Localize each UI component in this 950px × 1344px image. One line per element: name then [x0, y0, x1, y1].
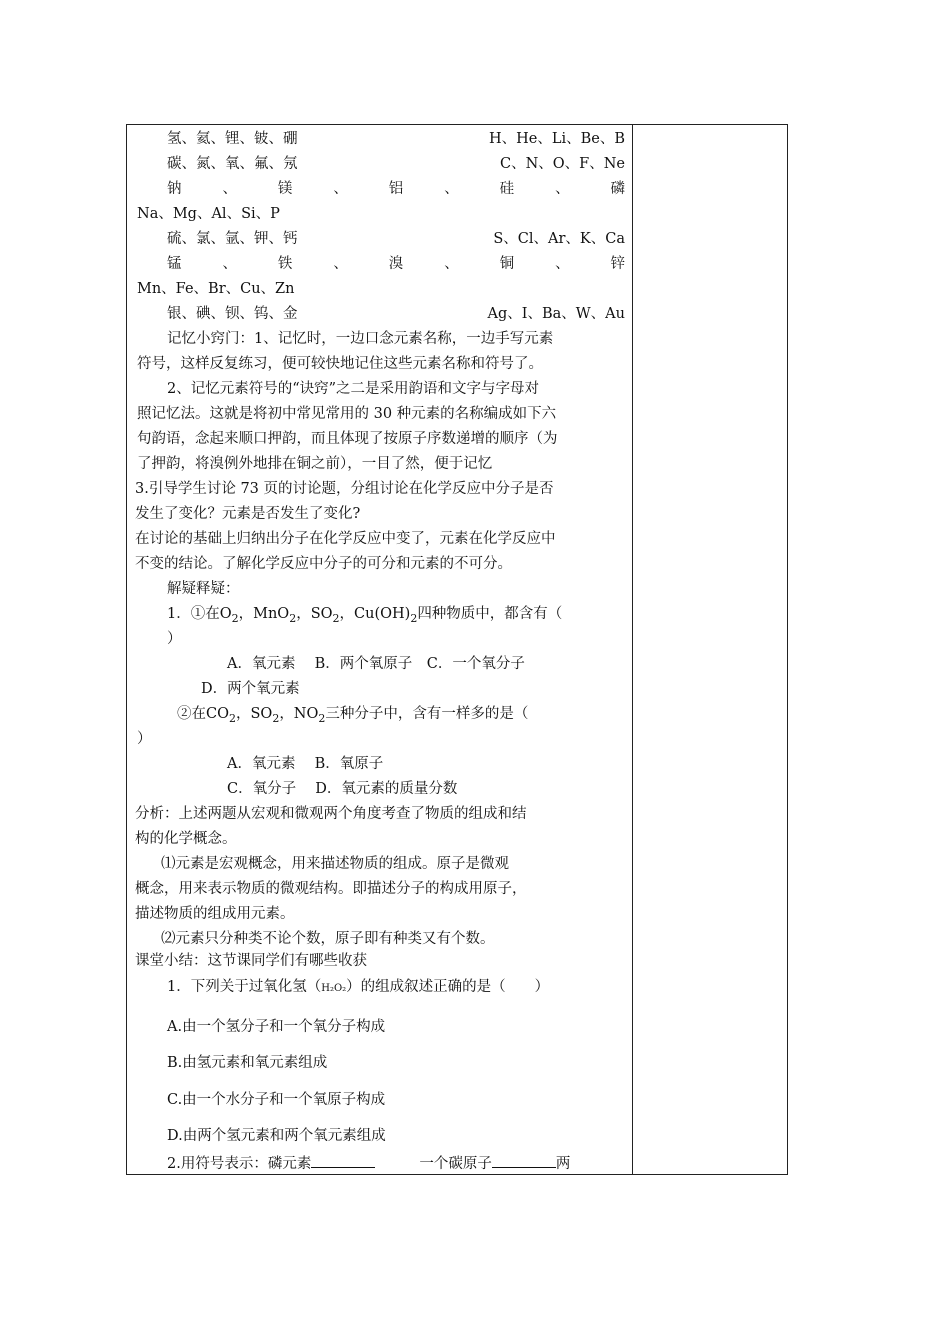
discussion-4: 不变的结论。了解化学反应中分子的可分和元素的不可分。	[135, 556, 512, 572]
tip-1a: 记忆小窍门：1、记忆时，一边口念元素名称，一边手写元素	[167, 331, 554, 347]
analysis-5: 描述物质的组成用元素。	[135, 906, 295, 922]
summary-heading: 课堂小结：这节课同学们有哪些收获	[135, 953, 367, 969]
question-2-options-ab: A．氧元素 B．氧原子	[227, 756, 384, 772]
column-divider	[632, 125, 633, 1174]
element-row-2: 碳、氮、氧、氟、氖 C、N、O、F、Ne	[167, 156, 625, 172]
answer-blank[interactable]	[311, 1153, 375, 1168]
analysis-6: ⑵元素只分种类不论个数，原子即有种类又有个数。	[161, 931, 495, 947]
qa-heading: 解疑释疑：	[167, 581, 240, 597]
question-1-option-d: D．两个氧元素	[201, 681, 300, 697]
tip-2d: 了押韵，将溴例外地排在铜之前），一目了然，便于记忆	[137, 456, 493, 472]
exercise-1-option-a: A.由一个氢分子和一个氧分子构成	[167, 1019, 386, 1035]
discussion-3: 在讨论的基础上归纳出分子在化学反应中变了，元素在化学反应中	[135, 531, 556, 547]
question-1-close: ）	[167, 631, 182, 647]
element-row-3-symbols: Na、Mg、Al、Si、P	[137, 206, 280, 222]
analysis-3: ⑴元素是宏观概念，用来描述物质的组成。原子是微观	[161, 856, 509, 872]
exercise-1: 1．下列关于过氧化氢（H₂O₂）的组成叙述正确的是（ ）	[167, 979, 550, 995]
question-2-options-cd: C．氧分子 D．氧元素的质量分数	[227, 781, 458, 797]
analysis-1: 分析：上述两题从宏观和微观两个角度考查了物质的组成和结	[135, 806, 527, 822]
analysis-2: 构的化学概念。	[135, 831, 237, 847]
discussion-1: 3.引导学生讨论 73 页的讨论题，分组讨论在化学反应中分子是否	[135, 481, 554, 497]
lesson-table	[126, 124, 788, 1175]
tip-2a: 2、记忆元素符号的“诀窍”之二是采用韵语和文字与字母对	[167, 381, 540, 397]
element-row-4: 硫、氯、氩、钾、钙 S、Cl、Ar、K、Ca	[167, 231, 625, 247]
element-row-5-symbols: Mn、Fe、Br、Cu、Zn	[137, 281, 295, 297]
exercise-1-option-b: B.由氢元素和氧元素组成	[167, 1055, 328, 1071]
question-1-options: A．氧元素 B．两个氧原子 C．一个氧分子	[227, 656, 525, 672]
element-row-5-names: 锰 、 铁 、 溴 、 铜 、 锌	[167, 256, 625, 272]
tip-2c: 句韵语，念起来顺口押韵，而且体现了按原子序数递增的顺序（为	[137, 431, 558, 447]
element-row-1: 氢、氦、锂、铍、硼 H、He、Li、Be、B	[167, 131, 625, 147]
answer-blank[interactable]	[492, 1153, 556, 1168]
question-1: 1．①在$O_2$，MnO$_2$，$SO_2$，$Cu(OH)_2$四种物质中，都含有（	[167, 606, 563, 625]
exercise-1-option-c: C.由一个水分子和一个氧原子构成	[167, 1092, 386, 1108]
question-2-close: ）	[137, 731, 152, 747]
element-row-3-names: 钠 、 镁 、 铝 、 硅 、 磷	[167, 181, 625, 197]
analysis-4: 概念，用来表示物质的微观结构。即描述分子的构成用原子，	[135, 881, 527, 897]
tip-1b: 符号，这样反复练习，便可较快地记住这些元素名称和符号了。	[137, 356, 543, 372]
exercise-2: 2.用符号表示：磷元素 一个碳原子 两	[135, 1152, 625, 1176]
exercise-1-option-d: D.由两个氢元素和两个氧元素组成	[167, 1128, 386, 1144]
discussion-2: 发生了变化？元素是否发生了变化?	[135, 506, 361, 522]
tip-2b: 照记忆法。这就是将初中常见常用的 30 种元素的名称编成如下六	[137, 406, 557, 422]
element-row-6: 银、碘、钡、钨、金 Ag、I、Ba、W、Au	[167, 306, 625, 322]
question-2: ②在$CO_2$，$SO_2$，$NO_2$三种分子中，含有一样多的是（	[177, 706, 529, 725]
